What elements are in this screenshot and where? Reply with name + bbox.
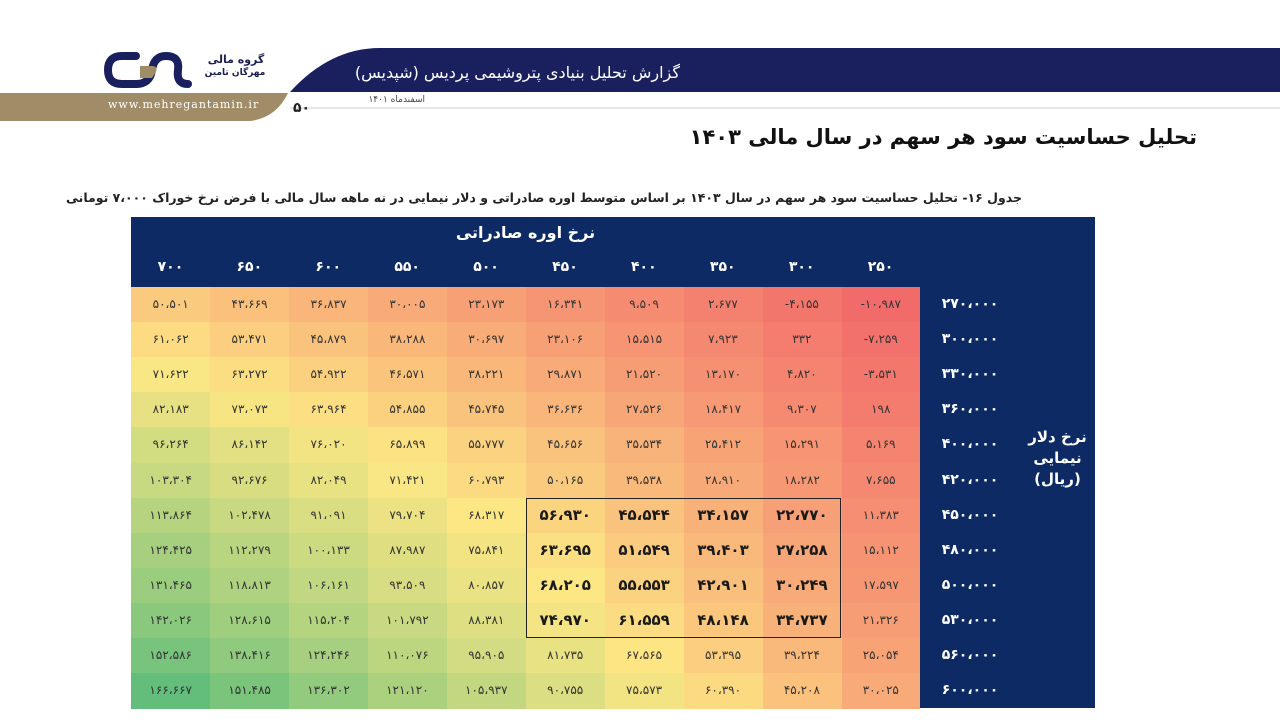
table-cell: ۱۱۰،۰۷۶	[368, 638, 447, 674]
column-header: ۴۵۰	[552, 259, 578, 275]
sensitivity-table	[131, 217, 1095, 708]
table-cell: ۱۰۵،۹۳۷	[447, 673, 526, 709]
table-cell: ۷۵،۸۴۱	[447, 533, 526, 569]
table-cell: ۹،۳۰۷	[762, 392, 841, 428]
table-cell: ۹۱،۰۹۱	[289, 498, 368, 534]
table-cell: ۴۵،۷۴۵	[447, 392, 526, 428]
table-cell: ۱۰۱،۷۹۲	[368, 603, 447, 639]
table-cell: ۱۳۱،۴۶۵	[131, 568, 210, 604]
table-cell: ۸۲،۱۸۳	[131, 392, 210, 428]
table-cell: ۸۷،۹۸۷	[368, 533, 447, 569]
table-cell: ۷۱،۴۲۱	[368, 463, 447, 499]
table-cell: ۹۵،۹۰۵	[447, 638, 526, 674]
table-cell: ۶۱،۰۶۲	[131, 322, 210, 358]
table-cell: ۳۰،۰۰۵	[368, 287, 447, 323]
row-header: ۵۶۰،۰۰۰	[941, 647, 999, 663]
table-cell: ۲۱،۳۲۶	[841, 603, 920, 639]
column-header: ۵۵۰	[394, 259, 420, 275]
table-cell: ۵۱،۵۴۹	[604, 533, 683, 569]
table-cell: ۱۴۲،۰۲۶	[131, 603, 210, 639]
logo-subtitle: مهرگان تامین	[204, 68, 266, 78]
table-cell: ۵۰،۱۶۵	[526, 463, 605, 499]
table-cell: ۳۹،۴۰۳	[683, 533, 762, 569]
table-cell: ۳۶،۶۳۶	[526, 392, 605, 428]
table-cell: ۷۶،۰۲۰	[289, 427, 368, 463]
table-cell: ۱۱۲،۲۷۹	[210, 533, 289, 569]
table-cell: ۴۵،۸۷۹	[289, 322, 368, 358]
row-header: ۲۷۰،۰۰۰	[941, 296, 999, 312]
table-cell: ۶۸،۲۰۵	[526, 568, 605, 604]
table-cell: ۶۰،۳۹۰	[683, 673, 762, 709]
table-cell: ۱۸،۴۱۷	[683, 392, 762, 428]
table-cell: ۹۳،۵۰۹	[368, 568, 447, 604]
column-header: ۳۰۰	[788, 259, 815, 275]
row-header: ۵۰۰،۰۰۰	[941, 576, 999, 593]
table-cell: ۲۵،۰۵۴	[841, 638, 920, 674]
table-cell: ۴۶،۵۷۱	[368, 357, 447, 393]
table-cell: ۱۹۸	[841, 392, 920, 428]
row-header: ۴۸۰،۰۰۰	[941, 541, 999, 558]
section-title: تحلیل حساسیت سود هر سهم در سال مالی ۱۴۰۳	[689, 125, 1197, 149]
report-date: اسفندماه ۱۴۰۱	[368, 95, 425, 105]
table-cell: ۸۸،۳۸۱	[447, 603, 526, 639]
table-cell: ۲۲،۷۷۰	[762, 498, 841, 534]
table-cell: ۵۰،۵۰۱	[131, 287, 210, 323]
column-header: ۶۰۰	[315, 259, 342, 275]
table-cell: ۲۵،۴۱۲	[683, 427, 762, 463]
table-cell: ۷۴،۹۷۰	[526, 603, 605, 639]
table-cell: ۳۵،۵۳۴	[604, 427, 683, 463]
table-cell: ۷،۶۵۵	[841, 463, 920, 499]
table-cell: -۴،۱۵۵	[762, 287, 841, 323]
table-cell: ۳۰،۶۹۷	[447, 322, 526, 358]
table-cell: -۷،۲۵۹	[841, 322, 920, 358]
table-cell: ۶۳،۲۷۲	[210, 357, 289, 393]
table-cell: ۴۵،۵۴۴	[604, 498, 683, 534]
table-cell: ۳۳۲	[762, 322, 841, 358]
table-cell: ۷۳،۰۷۳	[210, 392, 289, 428]
row-header: ۳۰۰،۰۰۰	[941, 331, 999, 348]
column-axis-title: نرخ اوره صادراتی	[455, 223, 596, 242]
table-cell: ۱۸،۲۸۲	[762, 463, 841, 499]
table-cell: ۱۲۸،۶۱۵	[210, 603, 289, 639]
table-cell: ۷۱،۶۲۲	[131, 357, 210, 393]
table-caption: جدول ۱۶- تحلیل حساسیت سود هر سهم در سال ۱۴۰۳ بر اساس متوسط اوره صادراتی و دلار نیمایی در نه ماهه سال مالی با فرض نرخ خوراک ۷،۰۰۰ تومانی	[66, 190, 1022, 205]
table-cell: ۱۰۲،۴۷۸	[210, 498, 289, 534]
table-cell: ۶۰،۷۹۳	[447, 463, 526, 499]
table-cell: ۳۸،۲۲۱	[447, 357, 526, 393]
table-cell: ۱۵۲،۵۸۶	[131, 638, 210, 674]
table-cell: ۲۹،۸۷۱	[526, 357, 605, 393]
table-cell: ۵،۱۶۹	[841, 427, 920, 463]
table-cell: ۳۰،۰۲۵	[841, 673, 920, 709]
row-axis-title-line: (ریال)	[1034, 470, 1081, 488]
table-cell: ۳۶،۸۳۷	[289, 287, 368, 323]
table-cell: ۵۵،۵۵۳	[604, 568, 683, 604]
table-cell: ۵۳،۴۷۱	[210, 322, 289, 358]
table-cell: ۱۰۳،۳۰۴	[131, 463, 210, 499]
row-header: ۴۵۰،۰۰۰	[941, 506, 999, 523]
table-cell: ۴۸،۱۴۸	[683, 603, 762, 639]
table-cell: ۴۲،۹۰۱	[683, 568, 762, 604]
table-cell: ۶۸،۳۱۷	[447, 498, 526, 534]
row-axis-title	[1020, 427, 1095, 490]
table-cell: ۹،۵۰۹	[604, 287, 683, 323]
row-header: ۵۳۰،۰۰۰	[941, 611, 999, 628]
column-header: ۲۵۰	[867, 259, 894, 275]
table-cell: ۱۵،۱۱۲	[841, 533, 920, 569]
page-number: ۵۰	[293, 100, 311, 116]
table-cell: ۲۳،۱۷۳	[447, 287, 526, 323]
row-header: ۴۰۰،۰۰۰	[941, 436, 999, 453]
column-header: ۴۰۰	[631, 259, 657, 275]
column-header: ۷۰۰	[157, 259, 184, 275]
column-header: ۳۵۰	[709, 259, 736, 275]
table-cell: ۵۳،۳۹۵	[683, 638, 762, 674]
table-cell: ۳۴،۱۵۷	[683, 498, 762, 534]
table-cell: ۱۵،۵۱۵	[604, 322, 683, 358]
column-header: ۶۵۰	[236, 259, 263, 275]
table-cell: ۱۱۳،۸۶۴	[131, 498, 210, 534]
table-cell: ۲۱،۵۲۰	[604, 357, 683, 393]
table-cell: ۵۶،۹۳۰	[526, 498, 605, 534]
table-cell: ۸۲،۰۴۹	[289, 463, 368, 499]
table-cell: ۹۲،۶۷۶	[210, 463, 289, 499]
table-cell: ۴۳،۶۶۹	[210, 287, 289, 323]
table-cell: ۱۳۶،۳۰۲	[289, 673, 368, 709]
table-cell: ۶۳،۹۶۴	[289, 392, 368, 428]
table-cell: ۴،۸۲۰	[762, 357, 841, 393]
table-cell: ۶۳،۶۹۵	[526, 533, 605, 569]
table-cell: ۵۴،۸۵۵	[368, 392, 447, 428]
table-cell: ۲۳،۱۰۶	[526, 322, 605, 358]
table-cell: ۳۹،۲۲۴	[762, 638, 841, 674]
row-header: ۶۰۰،۰۰۰	[941, 682, 999, 699]
table-cell: ۵۵،۷۷۷	[447, 427, 526, 463]
website-url[interactable]: www.mehregantamin.ir	[108, 98, 260, 111]
row-header: ۴۲۰،۰۰۰	[941, 471, 999, 488]
table-cell: ۸۱،۷۳۵	[526, 638, 605, 674]
row-axis-title-line: نرخ دلار	[1028, 428, 1087, 446]
table-cell: ۷،۹۲۳	[683, 322, 762, 358]
table-cell: -۳،۵۳۱	[841, 357, 920, 393]
table-cell: ۶۷،۵۶۵	[604, 638, 683, 674]
table-cell: ۴۵،۲۰۸	[762, 673, 841, 709]
table-cell: ۱۷،۵۹۷	[841, 568, 920, 604]
row-header: ۳۳۰،۰۰۰	[941, 366, 999, 383]
table-cell: ۸۰،۸۵۷	[447, 568, 526, 604]
table-cell: ۱۲۴،۴۲۵	[131, 533, 210, 569]
table-cell: ۱۰۰،۱۳۳	[289, 533, 368, 569]
table-cell: ۶۵،۸۹۹	[368, 427, 447, 463]
table-cell: ۲۷،۲۵۸	[762, 533, 841, 569]
table-cell: ۱۱۵،۲۰۴	[289, 603, 368, 639]
table-cell: ۹۶،۲۶۴	[131, 427, 210, 463]
report-title: گزارش تحلیل بنیادی پتروشیمی پردیس (شپدیس)	[354, 63, 680, 82]
table-cell: ۱۱،۳۸۳	[841, 498, 920, 534]
table-cell: ۱۶،۳۴۱	[526, 287, 605, 323]
table-cell: ۵۴،۹۲۲	[289, 357, 368, 393]
table-cell: ۳۹،۵۳۸	[604, 463, 683, 499]
table-cell: ۳۴،۷۳۷	[762, 603, 841, 639]
table-cell: ۶۱،۵۵۹	[604, 603, 683, 639]
table-cell: ۷۹،۷۰۴	[368, 498, 447, 534]
table-cell: ۱۲۱،۱۲۰	[368, 673, 447, 709]
table-cell: ۷۵،۵۷۳	[604, 673, 683, 709]
table-cell: ۸۶،۱۴۲	[210, 427, 289, 463]
table-cell: ۱۱۸،۸۱۳	[210, 568, 289, 604]
table-cell: ۴۵،۶۵۶	[526, 427, 605, 463]
column-header: ۵۰۰	[473, 259, 499, 275]
table-cell: ۲۷،۵۲۶	[604, 392, 683, 428]
table-cell: ۲۸،۹۱۰	[683, 463, 762, 499]
table-cell: ۱۶۶،۶۶۷	[131, 673, 210, 709]
table-cell: ۲،۶۷۷	[683, 287, 762, 323]
table-cell: ۱۰۶،۱۶۱	[289, 568, 368, 604]
table-cell: ۱۳،۱۷۰	[683, 357, 762, 393]
table-cell: ۱۵۱،۴۸۵	[210, 673, 289, 709]
table-cell: -۱۰،۹۸۷	[841, 287, 920, 323]
row-header: ۳۶۰،۰۰۰	[941, 401, 999, 418]
row-axis-title-line: نیمایی	[1033, 449, 1082, 467]
table-cell: ۹۰،۷۵۵	[526, 673, 605, 709]
table-cell: ۳۰،۲۴۹	[762, 568, 841, 604]
table-cell: ۱۵،۲۹۱	[762, 427, 841, 463]
table-cell: ۳۸،۲۸۸	[368, 322, 447, 358]
table-cell: ۱۳۸،۴۱۶	[210, 638, 289, 674]
logo-title: گروه مالی	[207, 53, 265, 66]
table-cell: ۱۲۴،۲۴۶	[289, 638, 368, 674]
